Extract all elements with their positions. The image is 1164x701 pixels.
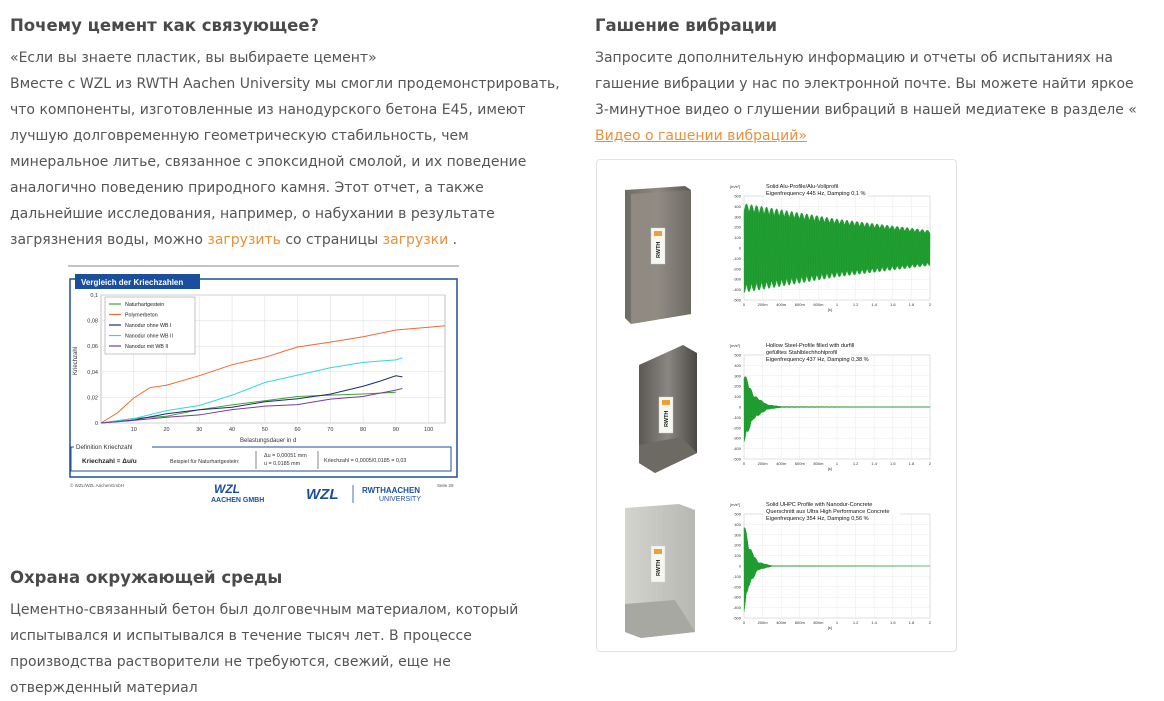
- x-tick-label: 1: [835, 461, 839, 466]
- y-axis-label: Kriechzahl: [73, 346, 79, 375]
- y-tick-label: -200: [732, 584, 741, 590]
- y-tick-label: 0,04: [87, 369, 98, 376]
- vibration-body: [595, 45, 1140, 149]
- y-tick-label: -200: [732, 425, 741, 431]
- vibration-video-link[interactable]: Видео о гашении вибраций»: [595, 128, 807, 144]
- vibration-title-line: Eigenfrequency 354 Hz, Damping 0,56 %: [766, 516, 869, 522]
- vibration-figure-svg: [597, 160, 956, 651]
- x-tick-label: 200m: [757, 302, 768, 307]
- y-tick-label: 100: [734, 394, 741, 400]
- y-tick-label: -400: [732, 605, 741, 611]
- x-tick-label: 40: [228, 427, 236, 433]
- x-tick-label: 1.8: [908, 620, 915, 625]
- creep-comparison-figure: [68, 265, 459, 507]
- svg-text:WZL: WZL: [306, 486, 339, 503]
- definition-formula: Kriechzahl = Δu/u: [82, 458, 137, 465]
- y-tick-label: 0: [738, 404, 741, 410]
- cement-body: [10, 71, 562, 253]
- x-tick-label: 600m: [794, 302, 805, 307]
- legend-label: Nanodur mit WB II: [125, 344, 169, 350]
- x-tick-label: 2: [928, 302, 932, 307]
- y-tick-label: -400: [732, 446, 741, 452]
- y-tick-label: -100: [732, 255, 741, 261]
- vibration-title-line: Solid Alu-Profile/Alu-Vollprofil: [766, 184, 839, 190]
- x-unit-label: [s]: [827, 625, 832, 630]
- creep-chart-svg: [68, 265, 459, 507]
- x-tick-label: 0: [742, 620, 746, 625]
- x-tick-label: 30: [196, 427, 203, 433]
- x-axis-label: Belastungsdauer in d: [240, 438, 297, 444]
- x-tick-label: 60: [294, 427, 301, 433]
- vibration-title-line: Eigenfrequency 445 Hz, Damping 0,1 %: [766, 191, 866, 197]
- y-tick-label: 200: [734, 224, 741, 230]
- definition-u: u = 0,0185 mm: [264, 461, 301, 467]
- x-tick-label: 2: [928, 461, 932, 466]
- cement-body-mid: со страницы: [280, 232, 383, 248]
- x-tick-label: 1: [835, 302, 839, 307]
- y-tick-label: 100: [734, 235, 741, 241]
- y-tick-label: 0,08: [87, 318, 98, 325]
- svg-text:WZL: WZL: [214, 482, 240, 496]
- rwth-sticker-text: RWTH: [656, 241, 662, 258]
- y-tick-label: 0: [94, 421, 98, 427]
- x-tick-label: 80: [360, 427, 367, 433]
- y-tick-label: -300: [732, 594, 741, 600]
- x-tick-label: 600m: [794, 620, 805, 625]
- rwth-sticker-text: RWTH: [656, 559, 662, 576]
- x-tick-label: 800m: [813, 620, 824, 625]
- y-tick-label: 0,06: [87, 344, 98, 351]
- x-tick-label: 1.8: [908, 302, 915, 307]
- section-title-cement: Почему цемент как связующее?: [10, 16, 320, 35]
- y-tick-label: 500: [734, 511, 741, 517]
- x-tick-label: 400m: [776, 461, 787, 466]
- y-tick-label: -100: [732, 573, 741, 579]
- legend-label: Naturhartgestein: [125, 302, 165, 308]
- definition-result: Kriechzahl = 0,0005/0,0185 = 0,03: [324, 458, 407, 464]
- x-tick-label: 90: [392, 427, 399, 433]
- svg-text:AACHEN GMBH: AACHEN GMBH: [211, 497, 265, 504]
- y-tick-label: -500: [732, 297, 741, 303]
- cement-quote: «Если вы знаете пластик, вы выбираете цемент»: [10, 50, 377, 66]
- y-tick-label: 100: [734, 553, 741, 559]
- x-tick-label: 1.6: [890, 461, 896, 466]
- vibration-damping-figure: [596, 159, 957, 652]
- x-tick-label: 200m: [757, 461, 768, 466]
- x-tick-label: 1.2: [852, 620, 859, 625]
- cement-body-end: .: [448, 232, 458, 248]
- rwth-sticker-text: RWTH: [664, 410, 670, 427]
- vibration-panel-3: [625, 501, 932, 638]
- definition-title: Definition Kriechzahl: [76, 444, 133, 451]
- y-tick-label: -100: [732, 414, 741, 420]
- x-tick-label: 2: [928, 620, 932, 625]
- y-tick-label: 300: [734, 214, 741, 220]
- x-tick-label: 400m: [776, 620, 787, 625]
- y-tick-label: 200: [734, 542, 741, 548]
- y-tick-label: -500: [732, 615, 741, 621]
- y-unit-label: [m/s²]: [730, 502, 740, 507]
- x-tick-label: 1.4: [871, 620, 877, 625]
- x-tick-label: 100: [424, 427, 434, 433]
- vibration-panel-2: [639, 342, 932, 473]
- x-tick-label: 1.2: [852, 461, 859, 466]
- y-tick-label: 500: [734, 193, 741, 199]
- vibration-body-text: Запросите дополнительную информацию и отчеты об испытаниях на гашение вибрации у нас по электронной почте. Вы можете найти яркое 3-минутное видео о глушении вибраций в нашей медиатеке в разделе «: [595, 50, 1137, 118]
- vibration-title-line: Solid UHPC Profile with Nanodur-Concrete: [766, 502, 873, 508]
- y-tick-label: 400: [734, 203, 741, 209]
- x-tick-label: 1: [835, 620, 839, 625]
- cement-body-text: Вместе с WZL из RWTH Aachen University мы смогли продемонстрировать, что компоненты, изготовленные из нанодурского бетона E45, имеют лучшую долговременную геометрическую стабильность, чем минеральное литье, связанное с эпоксидной смолой, и их поведение аналогично поведению природного камня. Этот отчет, а также дальнейшие исследования, например, о набухании в результате загрязнения воды, можно: [10, 76, 560, 248]
- y-tick-label: 0: [738, 245, 741, 251]
- x-unit-label: [s]: [827, 307, 832, 312]
- vibration-title-line: Eigenfrequency 437 Hz, Damping 0,38 %: [766, 357, 869, 363]
- section-title-vibration: Гашение вибрации: [595, 16, 778, 35]
- y-tick-label: -300: [732, 276, 741, 282]
- x-tick-label: 10: [130, 427, 137, 433]
- y-tick-label: 200: [734, 383, 741, 389]
- x-tick-label: 70: [327, 427, 334, 433]
- chart-legend: [105, 297, 195, 354]
- environment-body: Цементно-связанный бетон был долговечным материалом, который испытывался и испытывался в течение тысяч лет. В процессе производства растворители не требуются, свежий, еще не отвержденный материал: [10, 602, 519, 696]
- y-tick-label: 0,02: [87, 395, 98, 402]
- x-tick-label: 20: [163, 427, 170, 433]
- y-tick-label: 300: [734, 373, 741, 379]
- y-tick-label: -300: [732, 435, 741, 441]
- y-unit-label: [m/s²]: [730, 343, 740, 348]
- definition-example: Beispiel für Naturhartgestein:: [170, 459, 240, 465]
- x-tick-label: 1.4: [871, 302, 877, 307]
- definition-du: Δu = 0,00051 mm: [264, 453, 307, 459]
- x-tick-label: 800m: [813, 461, 824, 466]
- y-tick-label: 500: [734, 352, 741, 358]
- vibration-title-line: gefülltes Stahlblechhohlprofil: [766, 350, 838, 356]
- x-tick-label: 1.2: [852, 302, 859, 307]
- section-title-environment: Охрана окружающей среды: [10, 568, 283, 587]
- y-tick-label: -400: [732, 287, 741, 293]
- y-tick-label: 0: [738, 563, 741, 569]
- svg-text:UNIVERSITY: UNIVERSITY: [379, 496, 422, 503]
- legend-label: Nanodur ohne WB II: [125, 333, 173, 340]
- y-tick-label: -200: [732, 266, 741, 272]
- x-tick-label: 0: [742, 302, 746, 307]
- legend-label: Nanodur ohne WB I: [125, 323, 172, 329]
- x-unit-label: [s]: [827, 466, 832, 471]
- y-tick-label: 0,1: [90, 293, 98, 299]
- vibration-panel-1: [625, 183, 932, 324]
- x-tick-label: 1.8: [908, 461, 915, 466]
- y-tick-label: 300: [734, 532, 741, 538]
- figure-footer-left: © WZL/WZL AachenGmbH: [70, 483, 124, 488]
- figure-footer-right: Seite 28: [437, 483, 454, 488]
- y-tick-label: 400: [734, 521, 741, 527]
- x-tick-label: 200m: [757, 620, 768, 625]
- x-tick-label: 400m: [776, 302, 787, 307]
- chart-header-text: Vergleich der Kriechzahlen: [81, 278, 184, 287]
- x-tick-label: 1.6: [890, 620, 896, 625]
- svg-text:RWTHAACHEN: RWTHAACHEN: [362, 486, 421, 495]
- x-tick-label: 1.6: [890, 302, 896, 307]
- x-tick-label: 0: [742, 461, 746, 466]
- y-tick-label: -500: [732, 456, 741, 462]
- vibration-title-line: Querschnitt aus Ultra High Performance Concrete: [766, 509, 890, 515]
- x-tick-label: 50: [261, 427, 268, 433]
- x-tick-label: 1.4: [871, 461, 877, 466]
- legend-label: Polymerbeton: [125, 312, 158, 319]
- y-tick-label: 400: [734, 362, 741, 368]
- vibration-title-line: Hollow Steel-Profile filled with durfill: [766, 343, 855, 349]
- y-unit-label: [m/s²]: [730, 184, 740, 189]
- x-tick-label: 600m: [794, 461, 805, 466]
- x-tick-label: 800m: [813, 302, 824, 307]
- download-link[interactable]: загрузить: [207, 232, 281, 248]
- downloads-page-link[interactable]: загрузки: [382, 232, 449, 248]
